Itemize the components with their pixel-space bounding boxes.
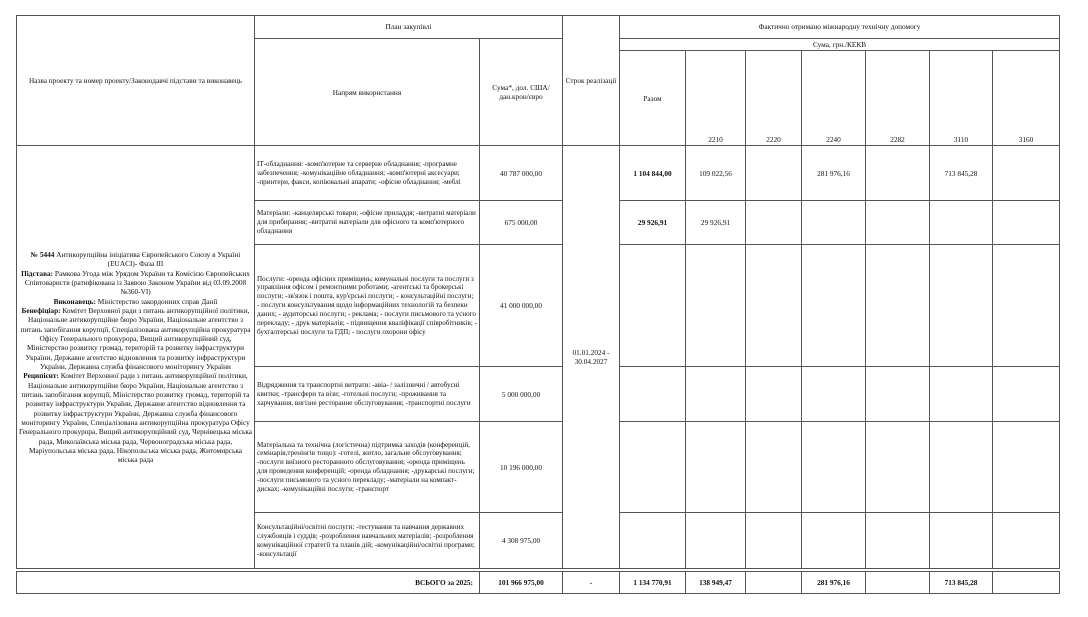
direction-consulting: Консультаційні/освітні послуги: -тестування та навчання державних службовців і суддів; -розроблення навчальних матеріалів; -розроблення комунікаційної стратегії та планів дій; -комунікаційні/освітні програми; -консультації <box>255 513 480 569</box>
executor-label: Виконавець: <box>53 296 96 306</box>
header-kekv-2240: 2240 <box>802 51 866 146</box>
recipient-text: Комітет Верховної ради з питань антикорупційної політики, Національне антикорупційне бюро України, Національне агентство з питань запобігання корупції, Міністерство розвитку громад, територій та розвитку інфраструктури України, Державне агентство відновлення та розвитку інфраструктури України, Державна служба фінансового моніторингу України, Спеціалізована антикорупційна прокуратура Офісу Генерального прокурора, Вищий антикорупційний суд, Чернівецька міська рада, Миколаївська міська рада, Червоноградська міська рада, Маріупольська міська рада, Нікопольська міська рада, Житомирська міська рада <box>19 371 253 465</box>
executor-text: Міністерство закордонних справ Данії <box>95 296 218 306</box>
k2220-materials <box>746 201 802 245</box>
sum-materials: 675 000,00 <box>480 201 563 245</box>
beneficiary-text: Комітет Верховної ради з питань антикорупційної політики, Національне антикорупційне бюро України, Національне агентство з питань запобігання корупції, Спеціалізована антикорупційна прокуратура Офісу Генерального прокурора, Вищий антикорупційний суд, Міністерство розвитку громад, територій та розвитку інфраструктури України, Державне агентство відновлення та розвитку інфраструктури України, Державна служба фінансового моніторингу України <box>20 306 251 371</box>
period-cell: 01.01.2024 - 30.04.2027 <box>563 146 620 569</box>
k2220-it <box>746 146 802 201</box>
total-events <box>620 422 686 513</box>
totals-row <box>17 572 1060 594</box>
k2210-materials: 29 926,91 <box>686 201 746 245</box>
sum-travel: 5 000 000,00 <box>480 367 563 422</box>
direction-materials: Матеріали: -канцелярські товари; -офісне приладдя; -витратні матеріали для прибирання; -витратні матеріали для офісного та комп'ютерного обладнання <box>255 201 480 245</box>
header-kekv-2282: 2282 <box>866 51 930 146</box>
totals-label: ВСЬОГО за 2025: <box>17 572 480 594</box>
header-total: Разом <box>620 51 686 146</box>
k2240-materials <box>802 201 866 245</box>
direction-services: Послуги: -оренда офісних приміщень; комунальні послуги та послуги з управління офісом і ремонтними роботами; -агентські та брокерські послуги; -зв'язок і пошта, кур'єрські послуги; - консультаційні послуги; - послуги консультування щодо інформаційних технологій та безпеки даних; - аудиторські послуги; - реклама; - послуги письмового та усного перекладу; - друк матеріалів; - підвищення кваліфікації співробітників; - бухгалтерські послуги та ГДП; - послуги охорони офісу <box>255 245 480 367</box>
header-actual: Фактично отримано міжнародну технічну допомогу <box>620 16 1060 39</box>
k2240-events <box>802 422 866 513</box>
total-consulting <box>620 513 686 569</box>
project-name: Антикорупційна ініціатива Європейського Союзу в Україні (EUACI)- Фаза ІІІ <box>54 250 241 269</box>
basis-label: Підстава: <box>21 268 54 278</box>
header-period: Строк реалізації <box>563 16 620 146</box>
project-number: № 5444 <box>30 250 55 260</box>
header-kekv-3160: 3160 <box>993 51 1060 146</box>
header-direction: Напрям використання <box>255 39 480 146</box>
k2282-travel <box>866 367 930 422</box>
k2282-it <box>866 146 930 201</box>
header-sum-kekv: Сума, грн./КЕКВ <box>620 39 1060 51</box>
basis-text: Рамкова Угода між Урядом України та Комісією Європейських Співтовариств (ратифікована із Заявою Законом України від 03.09.2008 №360-VI) <box>24 268 250 297</box>
sum-events: 10 196 000,00 <box>480 422 563 513</box>
k2220-travel <box>746 367 802 422</box>
total-travel <box>620 367 686 422</box>
total-services <box>620 245 686 367</box>
k3110-events <box>930 422 993 513</box>
total-materials: 29 926,91 <box>620 201 686 245</box>
beneficiary-label: Бенефіціар: <box>21 306 61 316</box>
k3160-materials <box>993 201 1060 245</box>
totals-total: 1 134 770,91 <box>620 572 686 594</box>
direction-it: ІТ-обладнання: -комп'ютерне та серверне обладнання; -програмне забезпечення; -комунікаційне обладнання; -комп'ютерні аксесуари; -принтери, факси, копіювальні апарати; -офісне обладнання; -меблі <box>255 146 480 201</box>
k2210-it: 109 022,56 <box>686 146 746 201</box>
k2240-it: 281 976,16 <box>802 146 866 201</box>
header-row-1 <box>17 16 1060 39</box>
k2282-consulting <box>866 513 930 569</box>
totals-k3110: 713 845,28 <box>930 572 993 594</box>
header-kekv-2210: 2210 <box>686 51 746 146</box>
k3160-services <box>993 245 1060 367</box>
k2220-consulting <box>746 513 802 569</box>
header-plan: План закупівлі <box>255 16 563 39</box>
k2282-materials <box>866 201 930 245</box>
k2240-travel <box>802 367 866 422</box>
k2210-travel <box>686 367 746 422</box>
table-row <box>17 146 1060 201</box>
k3110-materials <box>930 201 993 245</box>
totals-sum: 101 966 975,00 <box>480 572 563 594</box>
sum-it: 40 787 000,00 <box>480 146 563 201</box>
sum-services: 41 000 000,00 <box>480 245 563 367</box>
totals-k3160 <box>993 572 1060 594</box>
totals-k2210: 138 949,47 <box>686 572 746 594</box>
k3110-travel <box>930 367 993 422</box>
k2210-events <box>686 422 746 513</box>
k2240-services <box>802 245 866 367</box>
project-cell <box>17 146 255 569</box>
k3160-events <box>993 422 1060 513</box>
recipient-label: Реципієнт: <box>23 371 59 381</box>
sum-consulting: 4 308 975,00 <box>480 513 563 569</box>
k2282-events <box>866 422 930 513</box>
k3160-travel <box>993 367 1060 422</box>
k2220-services <box>746 245 802 367</box>
k3110-services <box>930 245 993 367</box>
k2210-services <box>686 245 746 367</box>
budget-table-container <box>16 15 1059 594</box>
totals-period: - <box>563 572 620 594</box>
header-sum-currency: Сума*, дол. США/дан.крон/євро <box>480 39 563 146</box>
header-kekv-3110: 3110 <box>930 51 993 146</box>
k2220-events <box>746 422 802 513</box>
header-kekv-2220: 2220 <box>746 51 802 146</box>
k2282-services <box>866 245 930 367</box>
direction-travel: Відрядження та транспортні витрати: -авіа- / залізничні / автобусні квитки; -трансфери та візи; -готельні послуги; -проживання та харчування, вигізне ресторанне обслуговування; -транспортні послуги <box>255 367 480 422</box>
header-project: Назва проекту та номер проекту/Законодавчі підстави та виконавець <box>17 16 255 146</box>
direction-events: Матеріальна та технічна (логістична) підтримка заходів (конференцій, семінарів,тренінгів тощо): -готелі, житло, загальне обслуговування; -послуги виїзного ресторанного обслуговування; -оренда приміщень для проведення конференцій; -оренда обладнання; -друкарські послуги; -послуги письмового та усного перекладу; -матеріали на компакт-дисках; -комунікаційні послуги; -транспорт <box>255 422 480 513</box>
k2210-consulting <box>686 513 746 569</box>
totals-k2220 <box>746 572 802 594</box>
k3160-it <box>993 146 1060 201</box>
k3110-it: 713 845,28 <box>930 146 993 201</box>
k3110-consulting <box>930 513 993 569</box>
mta-procurement-table <box>16 15 1060 594</box>
total-it: 1 104 844,00 <box>620 146 686 201</box>
totals-k2240: 281 976,16 <box>802 572 866 594</box>
totals-k2282 <box>866 572 930 594</box>
k2240-consulting <box>802 513 866 569</box>
k3160-consulting <box>993 513 1060 569</box>
